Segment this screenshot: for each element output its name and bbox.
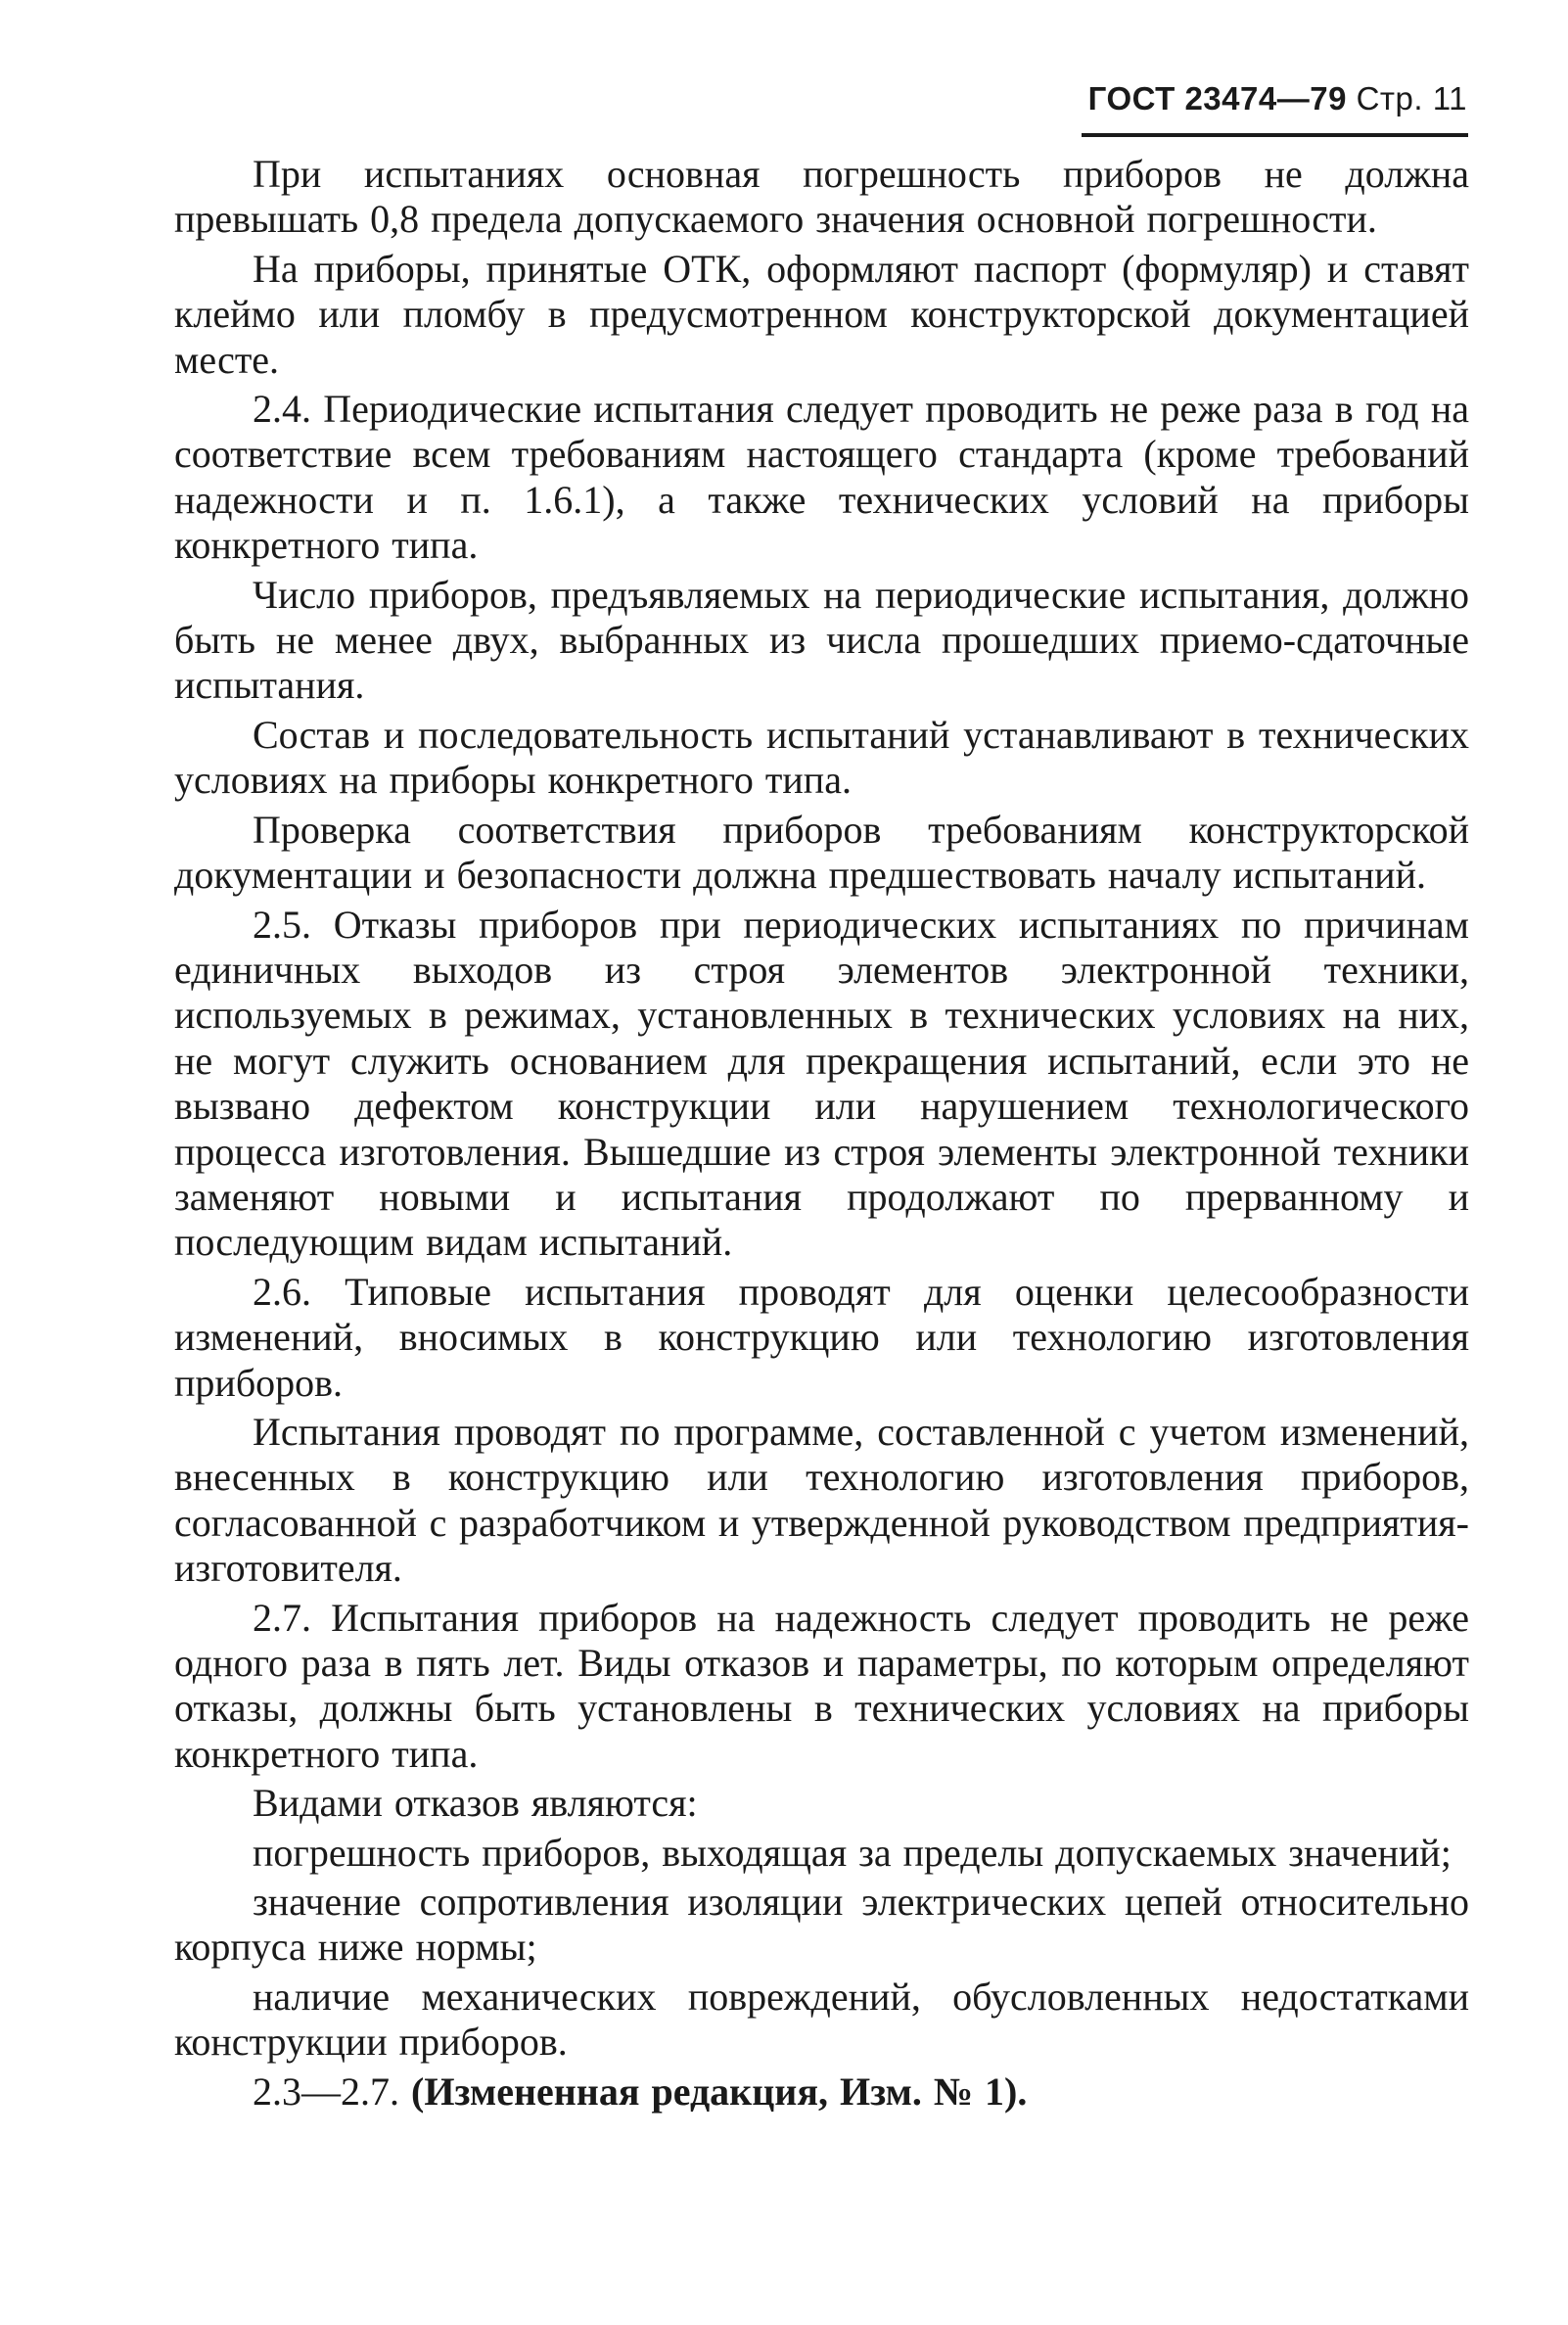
list-item: наличие механических повреждений, обусловленных недостатками конструкции приборов. [174, 1974, 1469, 2065]
standard-number: ГОСТ 23474—79 [1087, 80, 1347, 116]
amendment-range: 2.3—2.7. [253, 2069, 399, 2114]
paragraph: Проверка соответствия приборов требованиям конструкторской документации и безопасности должна предшествовать началу испытаний. [174, 807, 1469, 898]
paragraph: Видами отказов являются: [253, 1781, 698, 1826]
list-item: значение сопротивления изоляции электрических цепей относительно корпуса ниже нормы; [174, 1880, 1469, 1970]
page-header [1088, 80, 1467, 117]
paragraph: На приборы, принятые ОТК, оформляют паспорт (формуляр) и ставят клеймо или пломбу в предусмотренном конструкторской документацией месте. [174, 246, 1469, 382]
paragraph-section-2-7: 2.7. Испытания приборов на надежность следует проводить не реже одного раза в пять лет. Виды отказов и параметры, по которым определяют отказы, должны быть установлены в технических условиях на приборы конкретного типа. [174, 1595, 1469, 1776]
paragraph-section-2-4: 2.4. Периодические испытания следует проводить не реже раза в год на соответствие всем требованиям настоящего стандарта (кроме требований надежности и п. 1.6.1), а также технических условий на приборы конкретного типа. [174, 387, 1469, 568]
amendment-text: (Измененная редакция, Изм. № 1). [411, 2069, 1028, 2114]
paragraph-section-2-6: 2.6. Типовые испытания проводят для оценки целесообразности изменений, вносимых в конструкцию или технологию изготовления приборов. [174, 1269, 1469, 1405]
list-item: погрешность приборов, выходящая за пределы допускаемых значений; [253, 1830, 1452, 1875]
body-text [174, 152, 1469, 2118]
paragraph: При испытаниях основная погрешность приборов не должна превышать 0,8 предела допускаемого значения основной погрешности. [174, 152, 1469, 242]
paragraph-section-2-5: 2.5. Отказы приборов при периодических испытаниях по причинам единичных выходов из строя элементов электронной техники, используемых в режимах, установленных в технических условиях на них, не могут служить основанием для прекращения испытаний, если это не вызвано дефектом конструкции или нарушением технологического процесса изготовления. Вышедшие из строя элементы электронной техники заменяют новыми и испытания продолжают по прерванному и последующим видам испытаний. [174, 902, 1469, 1265]
paragraph: Испытания проводят по программе, составленной с учетом изменений, внесенных в конструкцию или технологию изготовления приборов, согласованной с разработчиком и утвержденной руководством предприятия-изготовителя. [174, 1409, 1469, 1591]
header-rule [1082, 133, 1468, 137]
amendment-note [174, 2069, 1469, 2115]
paragraph: Число приборов, предъявляемых на периодические испытания, должно быть не менее двух, выбранных из числа прошедших приемо-сдаточные испытания. [174, 572, 1469, 708]
page-number: Стр. 11 [1356, 80, 1467, 116]
paragraph: Состав и последовательность испытаний устанавливают в технических условиях на приборы конкретного типа. [174, 712, 1469, 803]
